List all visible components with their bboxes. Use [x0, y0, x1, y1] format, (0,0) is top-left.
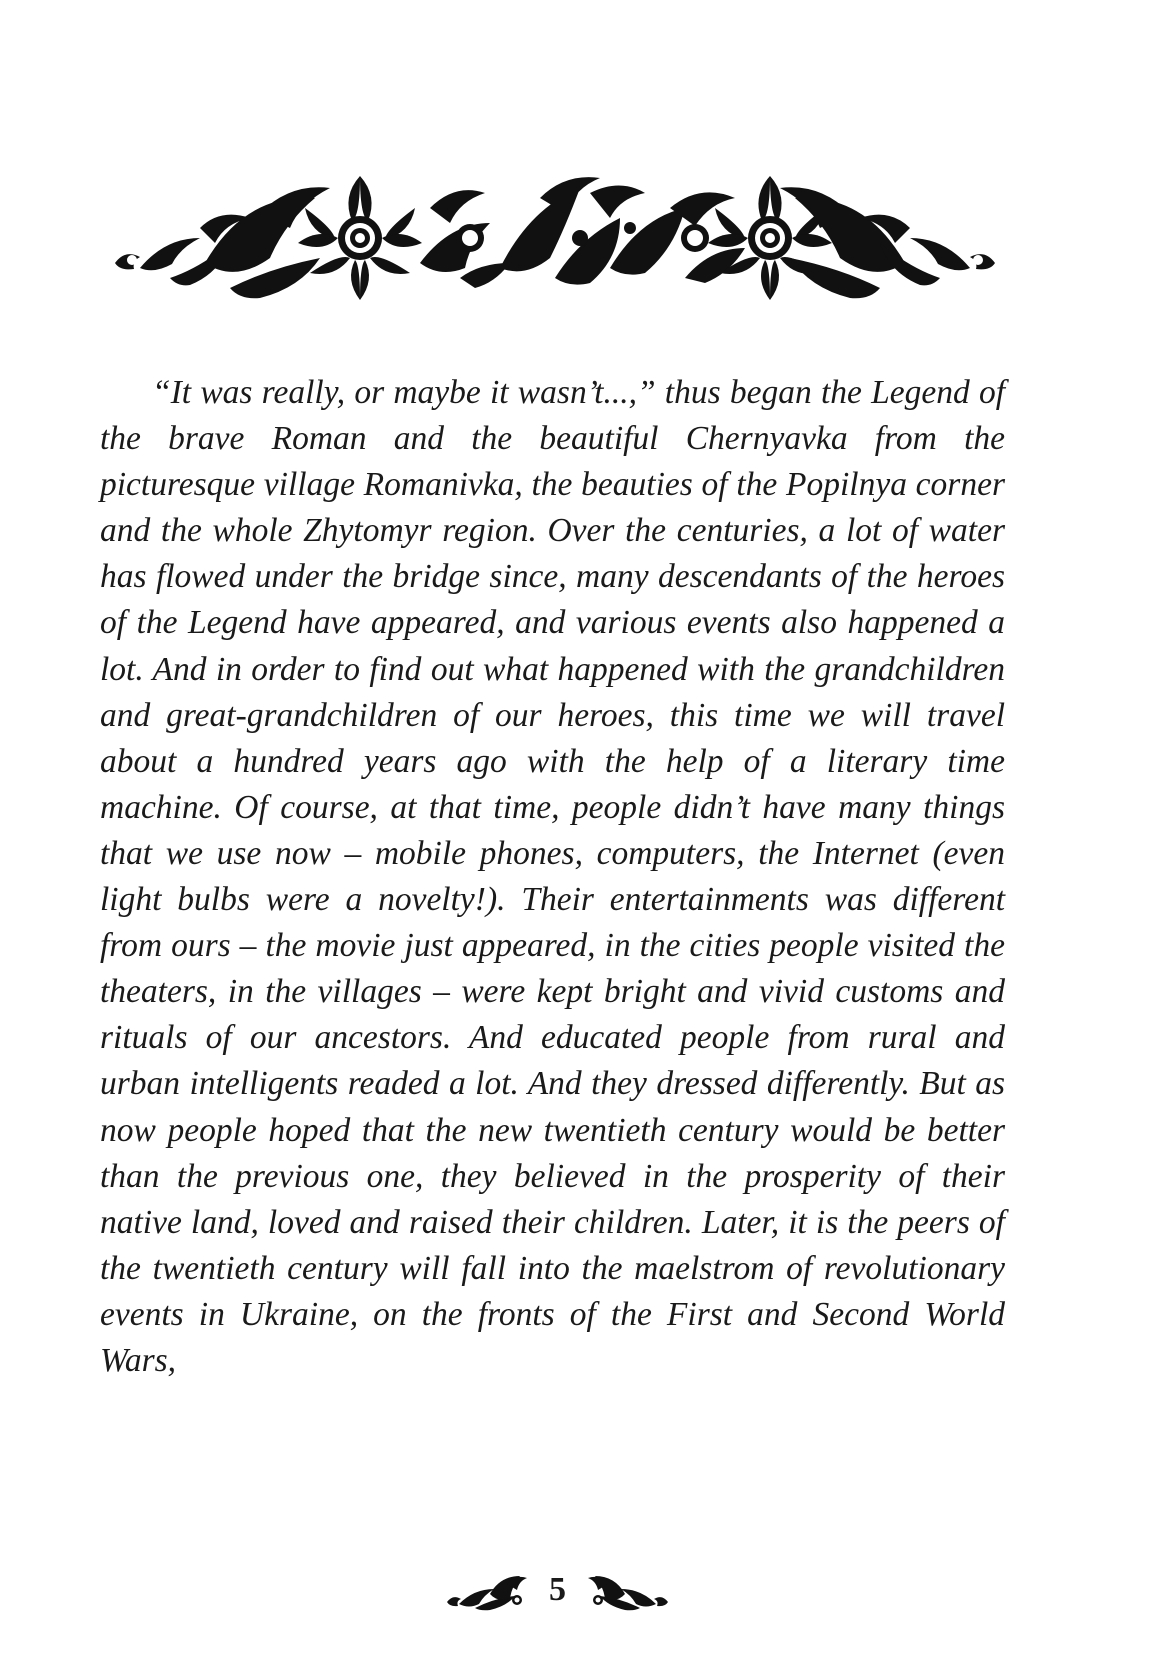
body-paragraph: “It was really, or maybe it wasn’t...,” thus began the Legend of the brave Roman and the beautiful Chernyavka from the picturesque village Romanivka, the beauties of the Popilnya corner and the whole Zhytomyr region. Over the centuries, a lot of water has flowed under the bridge since, many descendants of the heroes of the Legend have appeared, and various events also happened a lot. And in order to find out what happened with the grandchildren and great-grandchildren of our heroes, this time we will travel about a hundred years ago with the help of a literary time machine. Of course, at that time, people didn’t have many things that we use now – mobile phones, computers, the Internet (even light bulbs were a novelty!). Their entertainments was different from ours – the movie just appeared, in the cities people visited the theaters, in the villages – were kept bright and vivid customs and rituals of our ancestors. And educated people from rural and urban intelligents readed a lot. And they dressed differently. But as now people hoped that the new twentieth century would be better than the previous one, they believed in the prosperity of their native land, loved and raised their children. Later, it is the peers of the twentieth century will fall into the maelstrom of revolutionary events in Ukraine, on the fronts of the First and Second World Wars, [100, 374, 1005, 1379]
header-floral-ornament-icon [110, 168, 1000, 308]
page-footer [0, 1564, 1165, 1624]
footer-right-floral-ornament-icon [585, 1572, 670, 1614]
page-number: 5 [549, 1571, 566, 1608]
footer-left-floral-ornament-icon [445, 1572, 530, 1614]
